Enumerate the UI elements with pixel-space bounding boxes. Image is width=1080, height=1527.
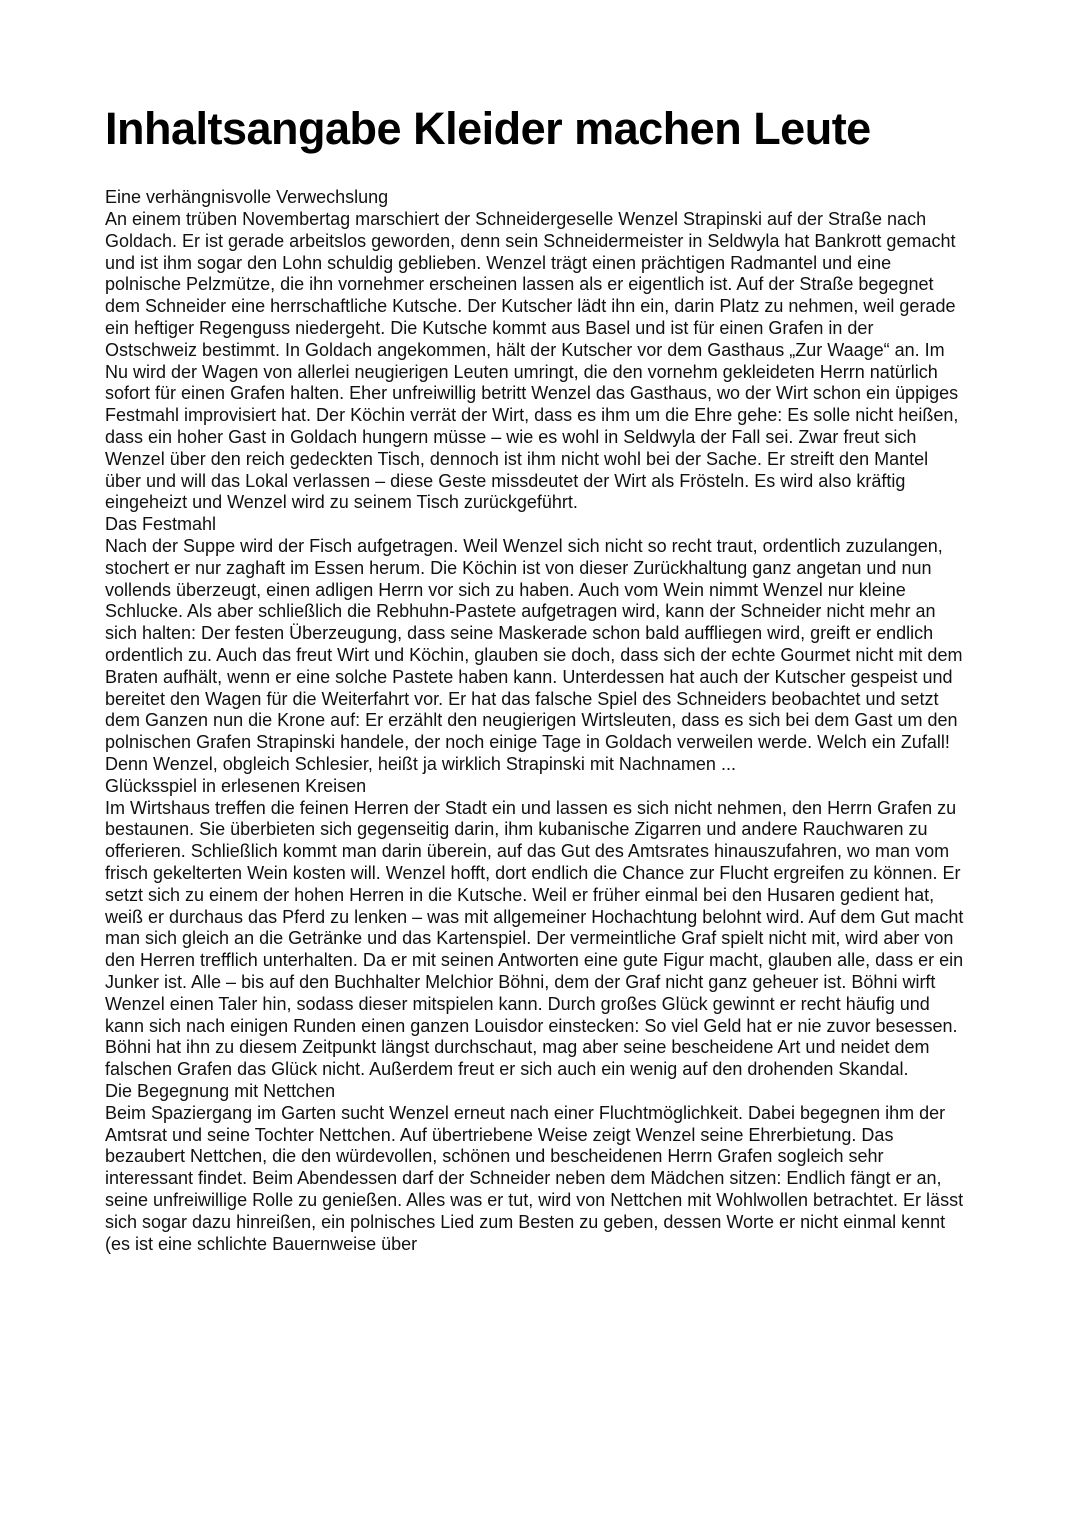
section-heading: Die Begegnung mit Nettchen <box>105 1080 336 1101</box>
section-nettchen <box>105 1081 968 1255</box>
page-title: Inhaltsangabe Kleider machen Leute <box>105 103 871 154</box>
document-body <box>105 187 968 1255</box>
section-heading: Das Festmahl <box>105 514 217 535</box>
section-body: Beim Spaziergang im Garten sucht Wenzel erneut nach einer Fluchtmöglichkeit. Dabei begegnen ihm der Amtsrat und seine Tochter Nettchen. Auf übertriebene Weise zeigt Wenzel seine Ehrerbietung. Das bezaubert Nettchen, die den würdevollen, schönen und bescheidenen Herrn Grafen sogleich sehr interessant findet. Beim Abendessen darf der Schneider neben dem Mädchen sitzen: Endlich fängt er an, seine unfreiwillige Rolle zu genießen. Alles was er tut, wird von Nettchen mit Wohlwollen betrachtet. Er lässt sich sogar dazu hinreißen, ein polnisches Lied zum Besten zu geben, dessen Worte er nicht einmal kennt (es ist eine schlichte Bauernweise über <box>105 1102 964 1254</box>
section-body: An einem trüben Novembertag marschiert der Schneidergeselle Wenzel Strapinski auf der Straße nach Goldach. Er ist gerade arbeitslos geworden, denn sein Schneidermeister in Seldwyla hat Bankrott gemacht und ist ihm sogar den Lohn schuldig geblieben. Wenzel trägt einen prächtigen Radmantel und eine polnische Pelzmütze, die ihn vornehmer erscheinen lassen als er eigentlich ist. Auf der Straße begegnet dem Schneider eine herrschaftliche Kutsche. Der Kutscher lädt ihn ein, darin Platz zu nehmen, weil gerade ein heftiger Regenguss niedergeht. Die Kutsche kommt aus Basel und ist für einen Grafen in der Ostschweiz bestimmt. In Goldach angekommen, hält der Kutscher vor dem Gasthaus „Zur Waage“ an. Im Nu wird der Wagen von allerlei neugierigen Leuten umringt, die den vornehm gekleideten Herrn natürlich sofort für einen Grafen halten. Eher unfreiwillig betritt Wenzel das Gasthaus, wo der Wirt schon ein üppiges Festmahl improvisiert hat. Der Köchin verrät der Wirt, dass es ihm um die Ehre gehe: Es solle nicht heißen, dass ein hoher Gast in Goldach hungern müsse – wie es wohl in Seldwyla der Fall sei. Zwar freut sich Wenzel über den reich gedeckten Tisch, dennoch ist ihm nicht wohl bei der Sache. Er streift den Mantel über und will das Lokal verlassen – diese Geste missdeutet der Wirt als Frösteln. Es wird also kräftig eingeheizt und Wenzel wird zu seinem Tisch zurückgeführt. <box>105 209 959 513</box>
section-body: Im Wirtshaus treffen die feinen Herren der Stadt ein und lassen es sich nicht nehmen, den Herrn Grafen zu bestaunen. Sie überbieten sich gegenseitig darin, ihm kubanische Zigarren und andere Rauchwaren zu offerieren. Schließlich kommt man darin überein, auf das Gut des Amtsrates hinauszufahren, wo man vom frisch gekelterten Wein kosten will. Wenzel hofft, dort endlich die Chance zur Flucht ergreifen zu können. Er setzt sich zu einem der hohen Herren in die Kutsche. Weil er früher einmal bei den Husaren gedient hat, weiß er durchaus das Pferd zu lenken – was mit allgemeiner Hochachtung belohnt wird. Auf dem Gut macht man sich gleich an die Getränke und das Kartenspiel. Der vermeintliche Graf spielt nicht mit, wird aber von den Herren trefflich unterhalten. Da er mit seinen Antworten eine gute Figur macht, glauben alle, dass er ein Junker ist. Alle – bis auf den Buchhalter Melchior Böhni, dem der Graf nicht ganz geheuer ist. Böhni wirft Wenzel einen Taler hin, sodass dieser mitspielen kann. Durch großes Glück gewinnt er recht häufig und kann sich nach einigen Runden einen ganzen Louisdor einstecken: So viel Geld hat er nie zuvor besessen. Böhni hat ihn zu diesem Zeitpunkt längst durchschaut, mag aber seine bescheidene Art und neidet dem falschen Grafen das Glück nicht. Außerdem freut er sich auch ein wenig auf den drohenden Skandal. <box>105 797 964 1080</box>
section-verwechslung <box>105 187 968 514</box>
section-heading: Eine verhängnisvolle Verwechslung <box>105 187 389 208</box>
section-festmahl <box>105 514 968 776</box>
section-heading: Glücksspiel in erlesenen Kreisen <box>105 775 367 796</box>
section-body: Nach der Suppe wird der Fisch aufgetragen. Weil Wenzel sich nicht so recht traut, ordentlich zuzulangen, stochert er nur zaghaft im Essen herum. Die Köchin ist von dieser Zurückhaltung ganz angetan und nun vollends überzeugt, einen adligen Herrn vor sich zu haben. Auch vom Wein nimmt Wenzel nur kleine Schlucke. Als aber schließlich die Rebhuhn-Pastete aufgetragen wird, kann der Schneider nicht mehr an sich halten: Der festen Überzeugung, dass seine Maskerade schon bald auffliegen wird, greift er endlich ordentlich zu. Auch das freut Wirt und Köchin, glauben sie doch, dass sich der echte Gourmet nicht mit dem Braten aufhält, wenn er eine solche Pastete haben kann. Unterdessen hat auch der Kutscher gespeist und bereitet den Wagen für die Weiterfahrt vor. Er hat das falsche Spiel des Schneiders beobachtet und setzt dem Ganzen nun die Krone auf: Er erzählt den neugierigen Wirtsleuten, dass es sich bei dem Gast um den polnischen Grafen Strapinski handele, der noch einige Tage in Goldach verweilen werde. Welch ein Zufall! Denn Wenzel, obgleich Schlesier, heißt ja wirklich Strapinski mit Nachnamen ... <box>105 536 963 774</box>
section-gluecksspiel <box>105 776 968 1081</box>
